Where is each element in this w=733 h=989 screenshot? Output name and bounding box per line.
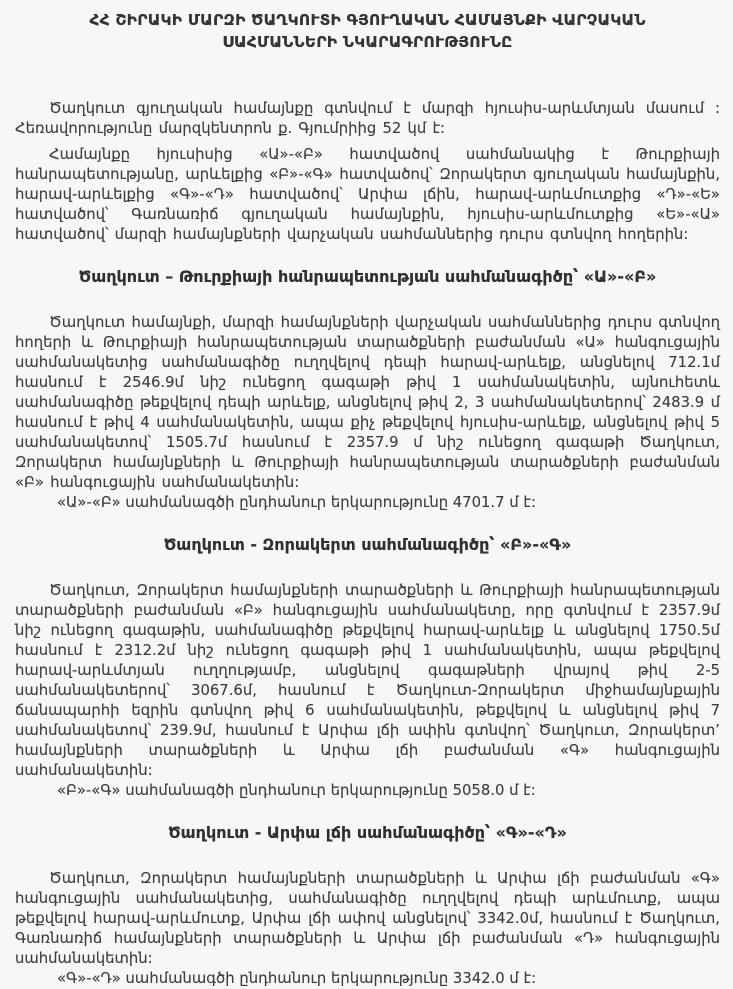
intro-borders-paragraph: Համայնքը հյուսիսից «Ա»-«Բ» հատվածով սահմանակից է Թուրքիայի հանրապետությանը, արևելքից «Բ»-«Գ» հատվածով՝ Զորակերտ գյուղական համայնքին, հարավ-արևելքից «Գ»-«Դ» հատվածով՝ Արփա լճին, հարավ-արևմուտքից «Դ»-«Ե» հատվածով՝ Գառնառիճ գյուղական համայնքին, հյուսիս-արևմուտքից «Ե»-«Ա» հատվածով՝ մարզի համայնքների վարչական սահմաններից դուրս գտնվող հողերին: (15, 146, 720, 243)
document-title: ՀՀ ՇԻՐԱԿԻ ՄԱՐԶԻ ԾԱՂԿՈՒՏԻ ԳՅՈՒՂԱԿԱՆ ՀԱՄԱՅՆՔԻ ՎԱՐՉԱԿԱՆ ՍԱՀՄԱՆՆԵՐԻ ՆԿԱՐԱԳՐՈՒԹՅՈՒՆԸ (89, 11, 646, 51)
section-zorakert-border-b-g (15, 535, 720, 801)
section-arpa-lake-border-g-d (15, 823, 720, 989)
section-heading-g-d: Ծաղկուտ - Արփա լճի սահմանագիծը՝ «Գ»-«Դ» (168, 823, 567, 842)
section-body-a-b: Ծաղկուտ համայնքի, մարզի համայնքների վարչական սահմաններից դուրս գտնվող հողերի և Թուրքիայի հանրապետության տարածքների բաժանման «Ա» հանգուցային սահմանակետից սահմանագիծը ուղղվելով դեպի հարավ-արևելք, անցնելով 712.1մ հասնում է 2546.9մ նիշ ունեցող գագաթի թիվ 1 սահմանակետին, այնուհետև սահմանագիծը թեքվելով դեպի արևելք, անցնելով թիվ 2, 3 սահմանակետերով՝ 2483.9 մ հասնում է թիվ 4 սահմանակետին, ապա քիչ թեքվելով հյուսիս-արևելք, անցնելով թիվ 5 սահմանակետով՝ 1505.7մ հասնում է 2357.9 մ նիշ ունեցող գագաթի Ծաղկուտ, Զորակերտ համայնքների և Թուրքիայի հանրապետության տարածքների բաժանման «Բ» հանգուցային սահմանակետին: (15, 314, 720, 491)
section-total-length-b-g: «Բ»-«Գ» սահմանագծի ընդհանուր երկարությունը 5058.0 մ է: (57, 782, 536, 799)
intro-location-paragraph: Ծաղկուտ գյուղական համայնքը գտնվում է մարզի հյուսիս-արևմտյան մասում : Հեռավորությունը մարզկենտրոն ք. Գյումրիից 52 կմ է: (15, 100, 720, 137)
section-body-g-d: Ծաղկուտ, Զորակերտ համայնքների տարածքների և Արփա լճի բաժանման «Գ» հանգուցային սահմանակետից, սահմանագիծը ուղղվելով դեպի արևմուտք, ապա թեքվելով հարավ-արևմուտք, Արփա լճի ափով անցնելով՝ 3342.0մ, հասնում է Ծաղկուտ, Գառնառիճ համայնքների տարածքների և Արփա լճի բաժանման «Դ» հանգուցային սահմանակետին: (15, 870, 720, 967)
section-heading-a-b: Ծաղկուտ – Թուրքիայի հանրապետության սահմանագիծը՝ «Ա»-«Բ» (78, 267, 657, 286)
section-total-length-a-b: «Ա»-«Բ» սահմանագծի ընդհանուր երկարությունը 4701.7 մ է: (57, 494, 536, 511)
section-turkey-border-a-b (15, 267, 720, 513)
section-total-length-g-d: «Գ»-«Դ» սահմանագծի ընդհանուր երկարությունը 3342.0 մ է: (57, 970, 537, 987)
section-body-b-g: Ծաղկուտ, Զորակերտ համայնքների տարածքների և Թուրքիայի հանրապետության տարածքների բաժանման «Բ» հանգուցային սահմանակետը, որը գտնվում է 2357.9մ նիշ ունեցող գագաթին, սահմանագիծը թեքվելով հարավ-արևելք և անցնելով 1750.5մ հասնում է 2312.2մ նիշ ունեցող գագաթի թիվ 1 սահմանակետին, ապա թեքվելով հարավ-արևմտյան ուղղությամբ, անցնելով գագաթների վրայով թիվ 2-5 սահմանակետերով՝ 3067.6մ, հասնում է Ծաղկուտ-Զորակերտ միջհամայնքային ճանապարհի եզրին գտնվող թիվ 6 սահմանակետին, թեքվելով և անցնելով թիվ 7 սահմանակետով՝ 239.9մ, հասնում է Արփա լճի ափին գտնվող՝ Ծաղկուտ, Զորակերտ՚ համայնքների տարածքների և Արփա լճի բաժանման «Գ» հանգուցային սահմանակետին: (15, 582, 720, 779)
section-heading-b-g: Ծաղկուտ - Զորակերտ սահմանագիծը՝ «Բ»-«Գ» (163, 535, 572, 554)
